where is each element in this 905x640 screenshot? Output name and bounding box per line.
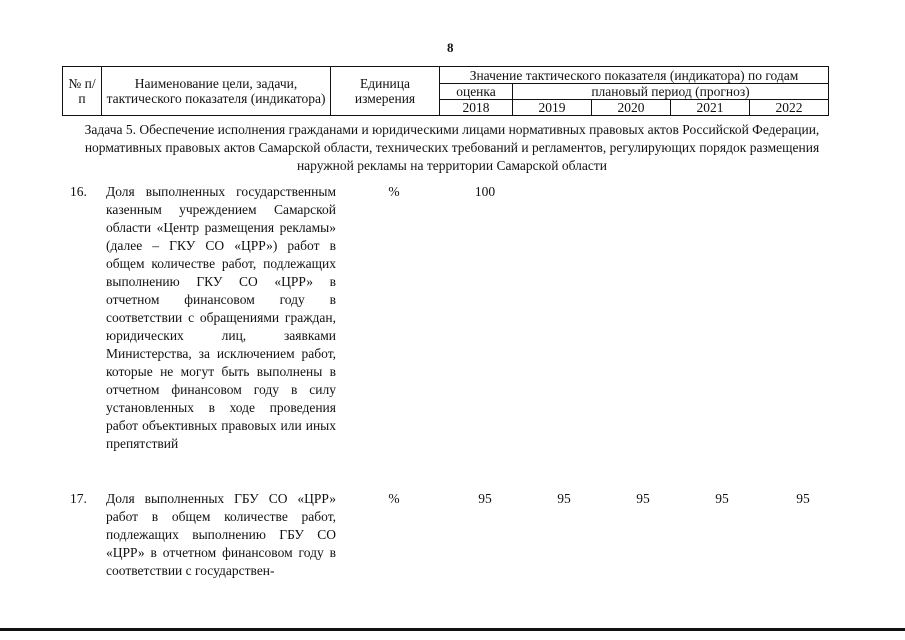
header-year: 2020 (592, 100, 671, 116)
row-number: 17. (70, 491, 87, 506)
value-cell-2020: 95 (636, 491, 650, 506)
header-plan-period: плановый период (прогноз) (513, 84, 829, 100)
header-estimate: оценка (440, 84, 513, 100)
header-year: 2018 (440, 100, 513, 116)
header-number-column: № п/п (63, 67, 102, 116)
value-cell-2021: 95 (715, 491, 729, 506)
header-year: 2021 (671, 100, 750, 116)
value-cell-2018: 100 (474, 184, 496, 199)
header-year: 2022 (750, 100, 829, 116)
row-number: 16. (70, 184, 87, 199)
page-number: 8 (447, 40, 454, 55)
indicator-name: Доля выполненных государственным казенным учреждением Самарской области «Центр размещения рекламы» (далее – ГКУ СО «ЦРР») работ в общем количестве работ, подлежащих выполнению ГКУ СО «ЦРР» в отчетном финансовом году в соответствии с обращениями граждан, юридических лиц, заявками Министерства, за исключением работ, которые не могут быть выполнены в отчетном финансовом году в силу установленных в ходе проведения работ объективных правовых или иных препятствий (106, 184, 336, 451)
indicator-name: Доля выполненных ГБУ СО «ЦРР» работ в общем количестве работ, подлежащих выполнению ГБУ СО «ЦРР» в отчетном финансовом году в соответствии с государствен- (106, 491, 336, 578)
value-cell-2019: 95 (557, 491, 571, 506)
header-unit-column: Единица измерения (331, 67, 440, 116)
header-values-column: Значение тактического показателя (индикатора) по годам (440, 67, 829, 84)
value-cell-2018: 95 (478, 491, 492, 506)
unit-cell: % (388, 491, 400, 506)
value-cell-2022: 95 (796, 491, 810, 506)
header-name-column: Наименование цели, задачи, тактического показателя (индикатора) (102, 67, 331, 116)
page-bottom-rule (0, 628, 905, 631)
unit-cell: % (388, 184, 400, 199)
table-header (62, 66, 829, 116)
task-title: Задача 5. Обеспечение исполнения гражданами и юридическими лицами нормативных правовых актов Российской Федерации, нормативных правовых актов Самарской области, технических требований и регламентов, регулирующих порядок размещения наружной рекламы на территории Самарской области (84, 122, 820, 173)
header-year: 2019 (513, 100, 592, 116)
